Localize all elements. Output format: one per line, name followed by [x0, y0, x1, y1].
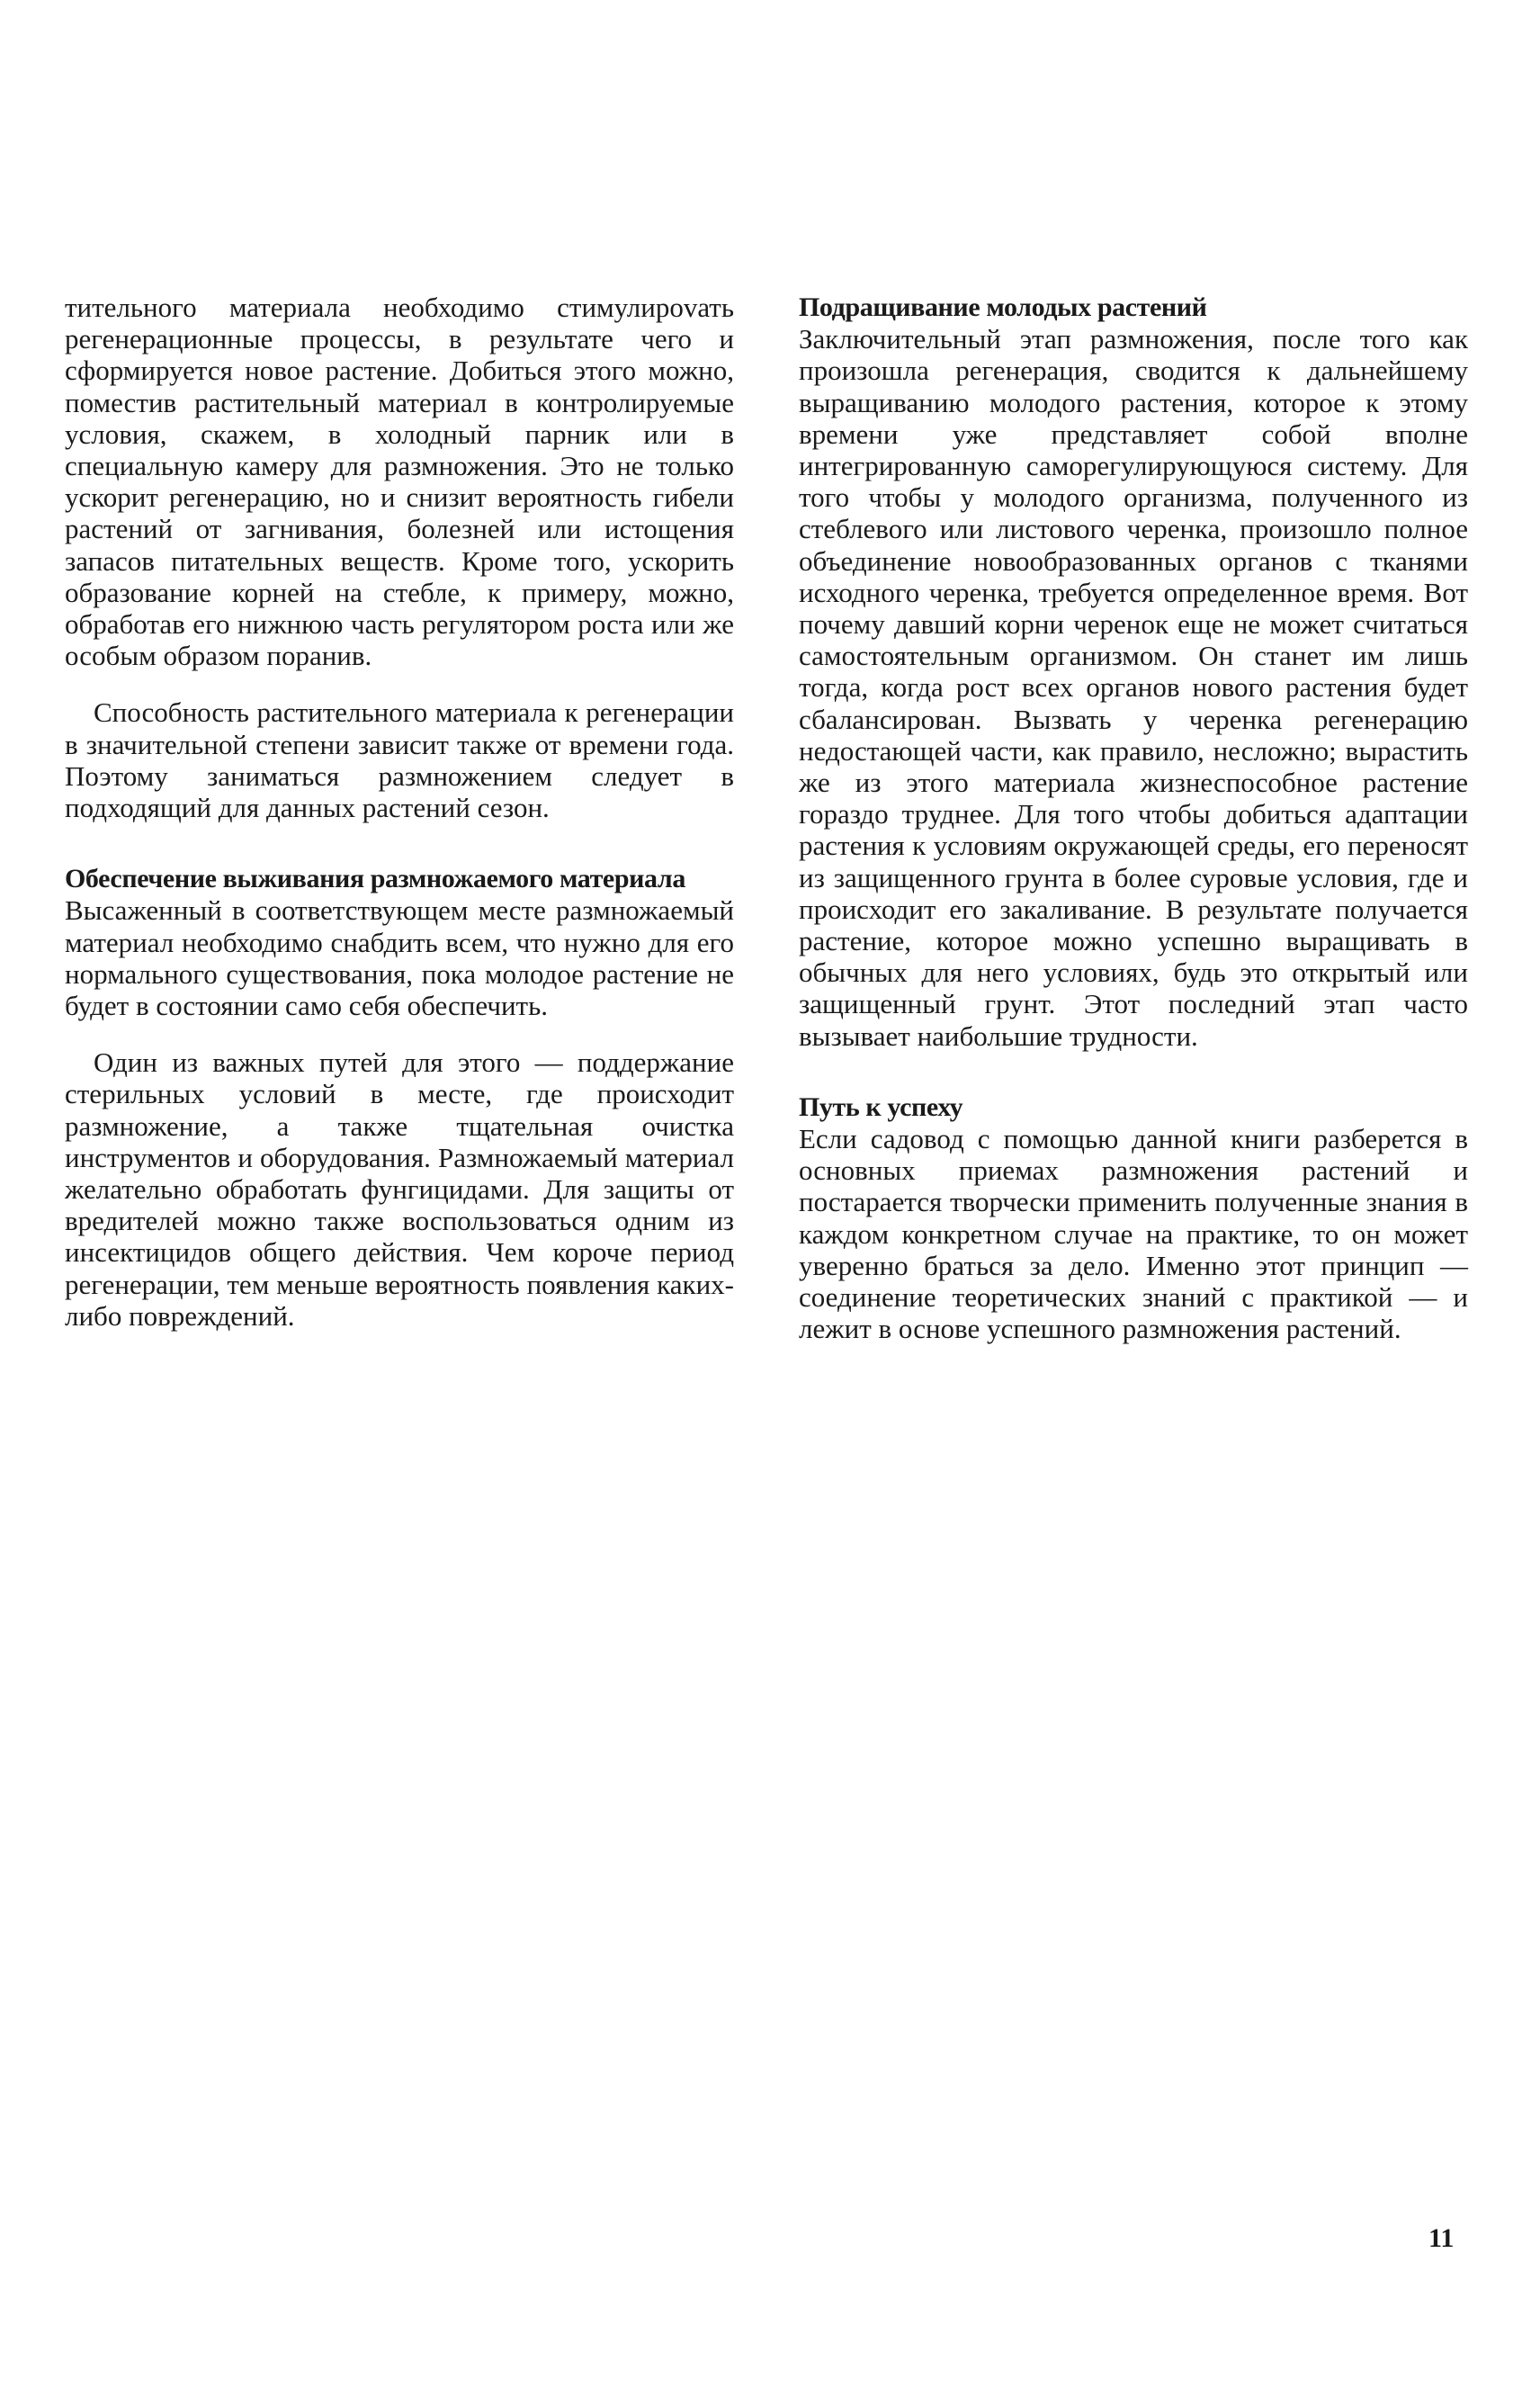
heading-growing-young-plants: Подращивание молодых растений — [799, 292, 1207, 322]
heading-survival: Обеспечение выживания размножаемого материала — [65, 864, 685, 894]
paragraph-final-stage: Заключительный этап размножения, после того как произошла регенерация, сводится к дальнейшему выращиванию молодого растения, которое к этому времени уже представляет собой вполне интегрированную саморегулирующуюся систему. Для того чтобы у молодого организма, полученного из стеблевого или листового черенка, произошло полное объединение новообразованных органов с тканями исходного черенка, требуется определенное время. Вот почему давший корни черенок еще не может считаться самостоятельным организмом. Он станет им лишь тогда, когда рост всех органов нового растения будет сбалансирован. Вызвать у черенка регенерацию недостающей части, как правило, несложно; вырастить же из этого материала жизнеспособное растение гораздо труднее. Для того чтобы добиться адаптации растения к условиям окружающей среды, его переносят из защищенного грунта в более суровые условия, где и происходит его закаливание. В результате получается растение, которое можно успешно выращивать в обычных для него условиях, будь это открытый или защищенный грунт. Этот последний этап часто вызывает наибольшие трудности. — [799, 323, 1468, 1052]
page-number: 11 — [1428, 2223, 1455, 2253]
paragraph-provide-needs: Высаженный в соответствующем месте размножаемый материал необходимо снабдить всем, что нужно для его нормального существования, пока молодое растение не будет в состоянии само себя обеспечить. — [65, 894, 734, 1022]
paragraph-stimulate-regeneration: тительного материала необходимо стимулироvать регенерационные процессы, в результате чего и сформируется новое растение. Добиться этого можно, поместив растительный материал в контролируемые условия, скажем, в холодный парник или в специальную камеру для размножения. Это не только ускорит регенерацию, но и снизит вероятность гибели растений от загнивания, болезней или истощения запасов питательных веществ. Кроме того, ускорить образование корней на стебле, к примеру, можно, обработав его нижнюю часть регулятором роста или же особым образом поранив. — [65, 292, 734, 672]
paragraph-season-dependence: Способность растительного материала к регенерации в значительной степени зависит также от времени года. Поэтому заниматься размножением следует в подходящий для данных растений сезон. — [65, 696, 734, 824]
left-column — [65, 292, 734, 1357]
heading-path-to-success: Путь к успеху — [799, 1091, 963, 1122]
right-column — [799, 292, 1468, 1370]
paragraph-success: Если садовод с помощью данной книги разберется в основных приемах размножения растений и постарается творчески применить полученные знания в каждом конкретном случае на практике, то он может уверенно браться за дело. Именно этот принцип — соединение теоретических знаний с практикой — и лежит в основе успешного размножения растений. — [799, 1123, 1468, 1345]
paragraph-sterile-conditions: Один из важных путей для этого — поддержание стерильных условий в месте, где происходит размножение, а также тщательная очистка инструментов и оборудования. Размножаемый материал желательно обработать фунгицидами. Для защиты от вредителей можно также воспользоваться одним из инсектицидов общего действия. Чем короче период регенерации, тем меньше вероятность появления каких-либо повреждений. — [65, 1046, 734, 1332]
